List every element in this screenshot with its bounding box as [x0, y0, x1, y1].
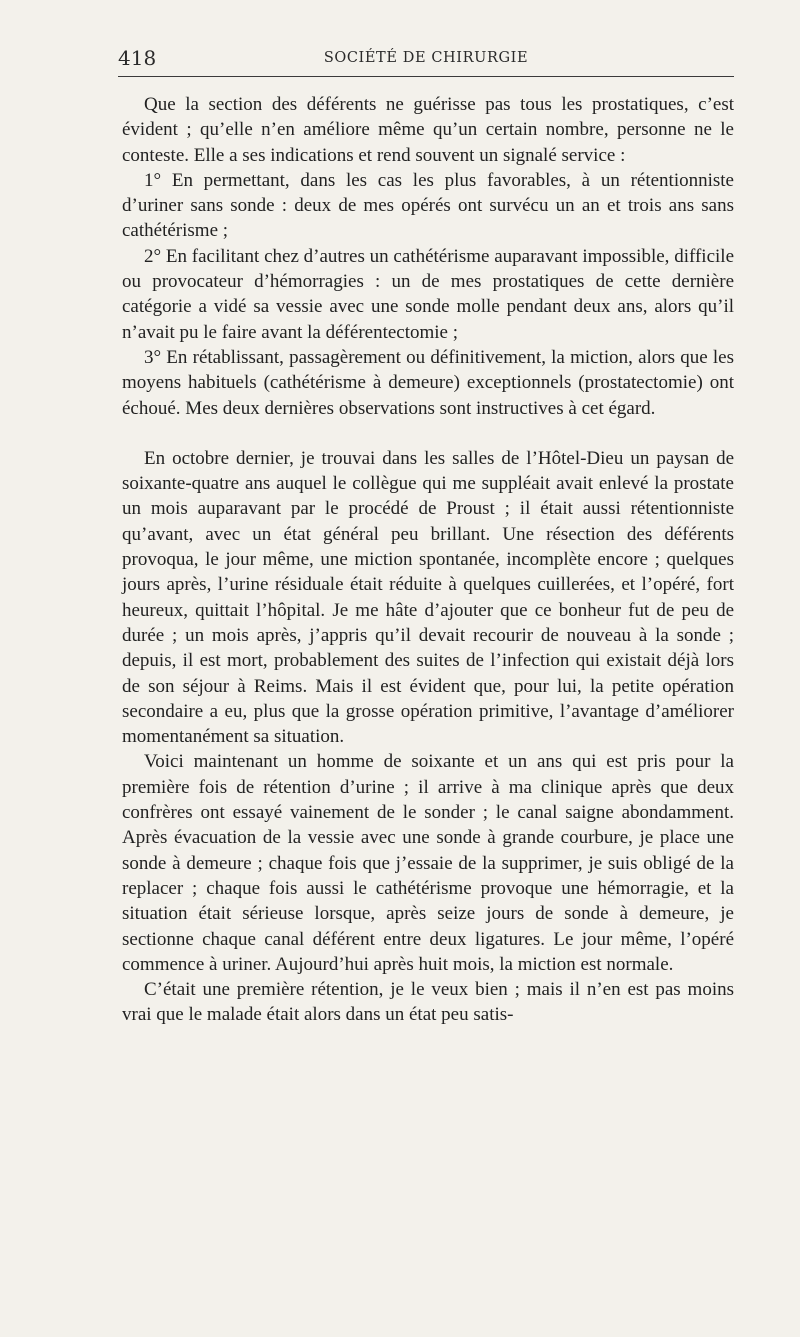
paragraph-point-1: 1° En permettant, dans les cas les plus favorables, à un rétentionniste d’uriner sans sonde : deux de mes opérés ont survécu un an et trois ans sans cathétérisme ;	[122, 169, 734, 242]
page-header	[118, 40, 734, 70]
running-title: SOCIÉTÉ DE CHIRURGIE	[323, 50, 529, 66]
paragraph-first-case: En octobre dernier, je trouvai dans les salles de l’Hôtel-Dieu un paysan de soixante-quatre ans auquel le collègue qui me suppléait avait enlevé la prostate un mois auparavant par le procédé de Proust ; il était aussi rétentionniste qu’avant, avec un état général peu brillant. Une résection des déférents provoqua, le jour même, une miction spontanée, incomplète encore ; quelques jours après, l’urine résiduale était réduite à quelques cuillerées, et l’opéré, fort heureux, quittait l’hôpital. Je me hâte d’ajouter que ce bonheur fut de peu de durée ; un mois après, j’appris qu’il devait recourir de nouveau à la sonde ; depuis, il est mort, probablement des suites de l’infection qui existait déjà lors de son séjour à Reims. Mais il est évident que, pour lui, la petite opération secondaire a eu, plus que la grosse opération primitive, l’avantage d’améliorer momentanément sa situation.	[122, 447, 734, 748]
page-number: 418	[118, 46, 157, 70]
body-text	[122, 92, 734, 1028]
paragraph-point-3: 3° En rétablissant, passagèrement ou définitivement, la miction, alors que les moyens habituels (cathétérisme à demeure) exceptionnels (prostatectomie) ont échoué. Mes deux dernières observations sont instructives à cet égard.	[122, 346, 734, 419]
header-rule	[118, 76, 734, 77]
paragraph-second-case: Voici maintenant un homme de soixante et un ans qui est pris pour la première fois de rétention d’urine ; il arrive à ma clinique après que deux confrères ont essayé vainement de le sonder ; le canal saigne abondamment. Après évacuation de la vessie avec une sonde à grande courbure, je place une sonde à demeure ; chaque fois que j’essaie de la supprimer, je suis obligé de la replacer ; chaque fois aussi le cathétérisme provoque une hémorragie, et la situation était sérieuse lorsque, après seize jours de sonde à demeure, je sectionne chaque canal déférent entre deux ligatures. Le jour même, l’opéré commence à uriner. Aujourd’hui après huit mois, la miction est normale.	[122, 751, 734, 975]
paragraph-intro: Que la section des déférents ne guérisse pas tous les prostatiques, c’est évident ; qu’elle n’en améliore même qu’un certain nombre, personne ne le conteste. Elle a ses indications et rend souvent un signalé service :	[122, 94, 734, 166]
paragraph-conclusion: C’était une première rétention, je le veux bien ; mais il n’en est pas moins vrai que le malade était alors dans un état peu satis-	[122, 979, 734, 1026]
paragraph-point-2: 2° En facilitant chez d’autres un cathétérisme auparavant impossible, difficile ou provocateur d’hémorragies : un de mes prostatiques de cette dernière catégorie a vidé sa vessie avec une sonde molle pendant deux ans, alors qu’il n’avait pu le faire avant la déférentectomie ;	[122, 245, 734, 343]
